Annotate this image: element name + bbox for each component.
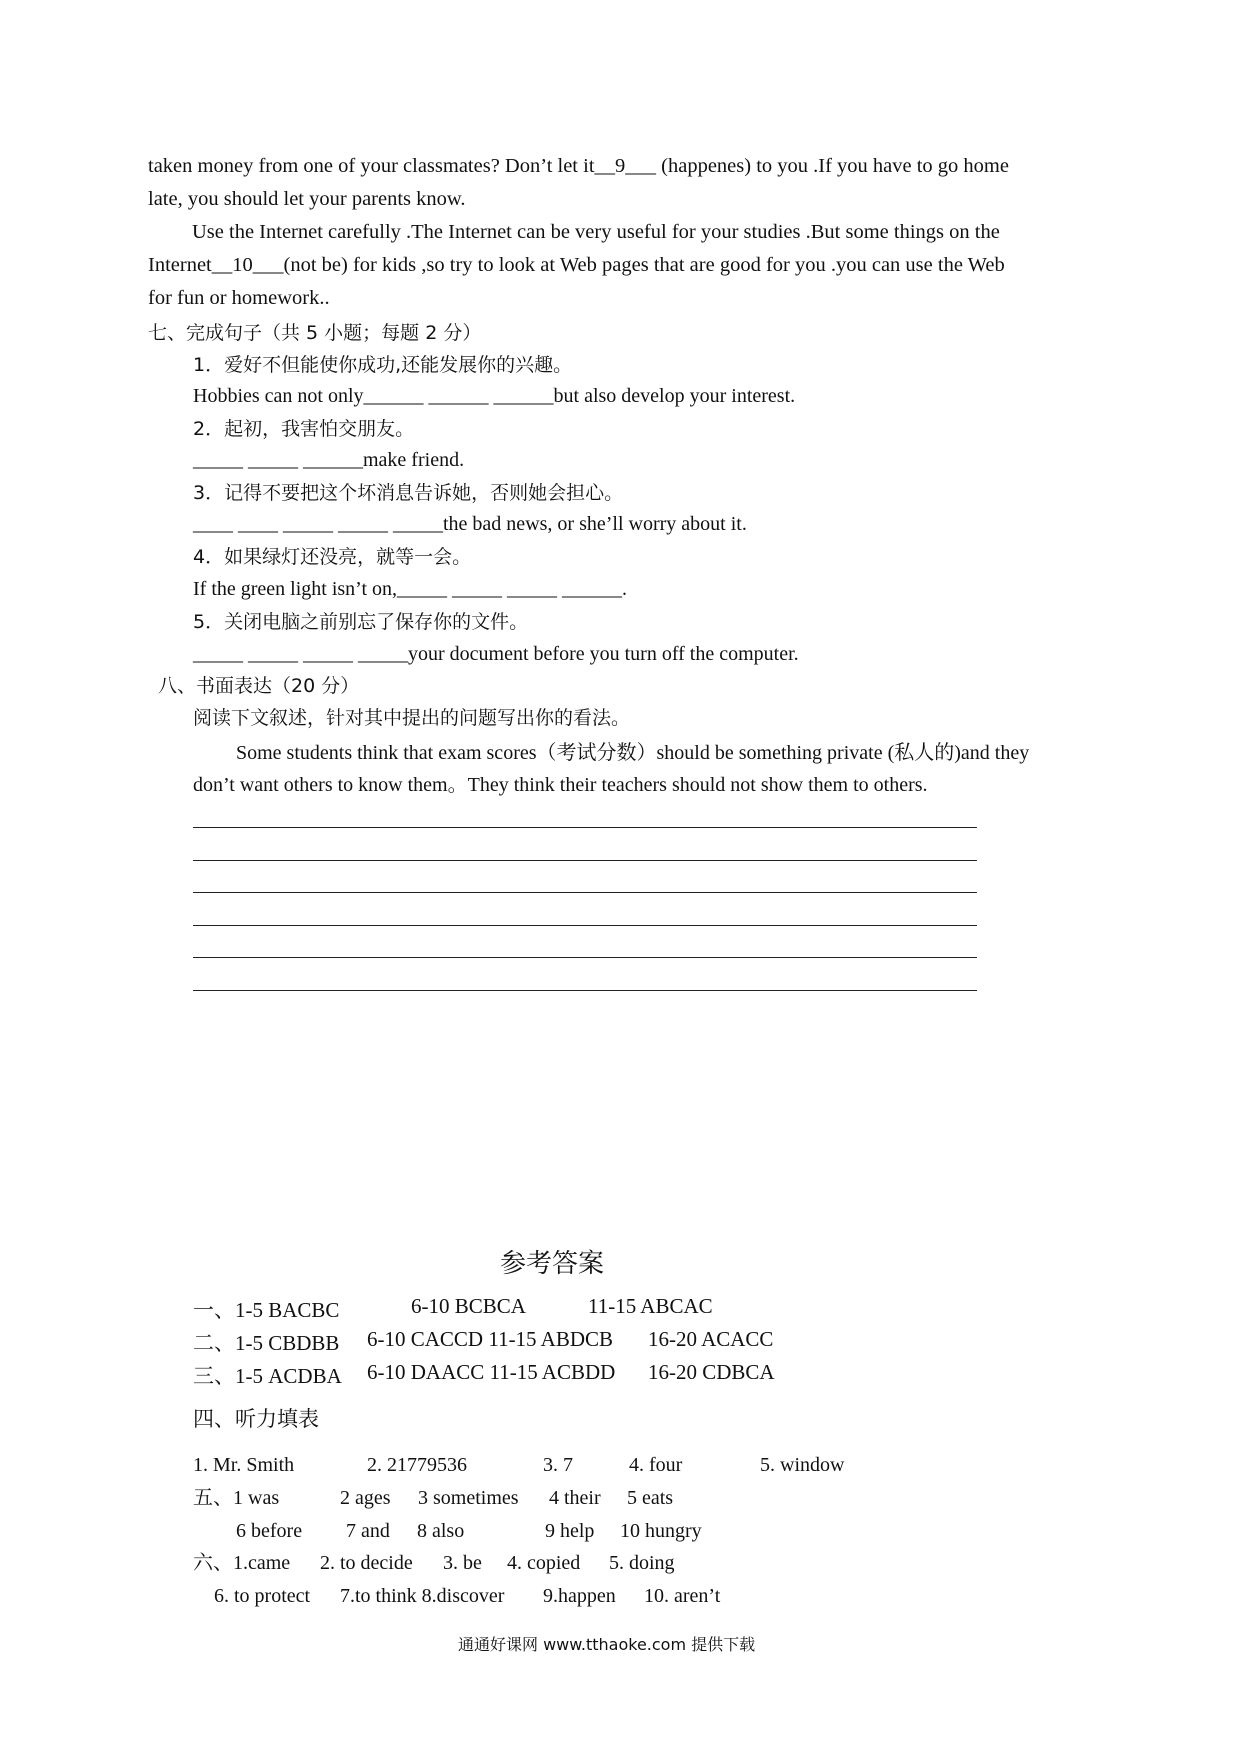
answer-row-2-part-1: 二、1-5 CBDBB xyxy=(193,1331,340,1355)
writing-line xyxy=(193,957,977,958)
passage-line: late, you should let your parents know. xyxy=(148,188,466,210)
passage-paragraph-2 xyxy=(148,216,1100,315)
answer-row-6-part-4: 9 help xyxy=(545,1520,595,1542)
writing-line xyxy=(193,892,977,893)
question-5-chinese: 5．关闭电脑之前别忘了保存你的文件。 xyxy=(193,611,529,633)
answer-row-5-part-2: 2 ages xyxy=(340,1487,391,1509)
answer-row-8-part-2: 7.to think 8.discover xyxy=(340,1585,505,1607)
answer-row-4-part-4: 4. four xyxy=(629,1454,683,1476)
section-8-title: 八、书面表达（20 分） xyxy=(158,675,360,697)
question-1-english: Hobbies can not only______ ______ ______but also develop your interest. xyxy=(193,385,796,407)
answer-row-7-part-4: 4. copied xyxy=(507,1552,581,1574)
answer-key-title: 参考答案 xyxy=(500,1249,605,1279)
answer-row-6-part-1: 6 before xyxy=(236,1520,303,1542)
answer-row-8-part-4: 10. aren’t xyxy=(644,1585,721,1607)
answer-row-6-part-5: 10 hungry xyxy=(620,1520,702,1542)
answer-section-4-title: 四、听力填表 xyxy=(193,1407,319,1431)
passage-line: Internet__10___(not be) for kids ,so try to look at Web pages that are good for you .you can use the Web xyxy=(148,254,1005,276)
answer-row-7-part-1: 六、1.came xyxy=(193,1552,291,1574)
answer-row-7-part-2: 2. to decide xyxy=(320,1552,413,1574)
section-8-text-line: Some students think that exam scores（考试分数）should be something private (私人的)and they xyxy=(236,742,1030,764)
passage-line: taken money from one of your classmates? Don’t let it__9___ (happenes) to you .If you have to go home xyxy=(148,155,1009,177)
section-8-text-line: don’t want others to know them。They think their teachers should not show them to others. xyxy=(193,774,928,796)
question-2-chinese: 2．起初，我害怕交朋友。 xyxy=(193,418,415,440)
answer-row-1-part-2: 6-10 BCBCA xyxy=(411,1294,526,1318)
answer-row-2-part-3: 16-20 ACACC xyxy=(648,1327,774,1351)
answer-row-5-part-5: 5 eats xyxy=(627,1487,674,1509)
question-3-chinese: 3．记得不要把这个坏消息告诉她，否则她会担心。 xyxy=(193,482,624,504)
writing-line xyxy=(193,990,977,991)
answer-row-3-part-3: 16-20 CDBCA xyxy=(648,1360,775,1384)
answer-row-2-part-2: 6-10 CACCD 11-15 ABDCB xyxy=(367,1327,614,1351)
writing-line xyxy=(193,925,977,926)
question-4-chinese: 4．如果绿灯还没亮，就等一会。 xyxy=(193,546,472,568)
passage-line: for fun or homework.. xyxy=(148,287,330,309)
page-footer: 通通好课网 www.tthaoke.com 提供下载 xyxy=(458,1635,756,1654)
section-8-instruction: 阅读下文叙述，针对其中提出的问题写出你的看法。 xyxy=(193,707,631,729)
answer-row-5-part-3: 3 sometimes xyxy=(418,1487,519,1509)
answer-row-6-part-3: 8 also xyxy=(417,1520,465,1542)
question-2-english: _____ _____ ______make friend. xyxy=(193,449,465,471)
passage-line: Use the Internet carefully .The Internet can be very useful for your studies .But some things on the xyxy=(192,221,1000,243)
answer-row-8-part-1: 6. to protect xyxy=(214,1585,311,1607)
answer-row-8-part-3: 9.happen xyxy=(543,1585,616,1607)
answer-row-1-part-3: 11-15 ABCAC xyxy=(588,1294,713,1318)
answer-row-7-part-5: 5. doing xyxy=(609,1552,675,1574)
writing-line xyxy=(193,827,977,828)
question-5-english: _____ _____ _____ _____your document before you turn off the computer. xyxy=(193,643,799,665)
question-4-english: If the green light isn’t on,_____ _____ _____ ______. xyxy=(193,578,628,600)
answer-row-4-part-3: 3. 7 xyxy=(543,1454,573,1476)
writing-line xyxy=(193,860,977,861)
answer-row-4-part-1: 1. Mr. Smith xyxy=(193,1454,295,1476)
passage-paragraph-1 xyxy=(148,150,1100,216)
answer-row-5-part-1: 五、1 was xyxy=(193,1487,280,1509)
answer-row-7-part-3: 3. be xyxy=(443,1552,482,1574)
answer-row-4-part-5: 5. window xyxy=(760,1454,845,1476)
section-7-title: 七、完成句子（共 5 小题；每题 2 分） xyxy=(148,322,482,344)
answer-row-6-part-2: 7 and xyxy=(346,1520,390,1542)
answer-row-5-part-4: 4 their xyxy=(549,1487,601,1509)
answer-row-3-part-1: 三、1-5 ACDBA xyxy=(193,1364,342,1388)
answer-row-1-part-1: 一、1-5 BACBC xyxy=(193,1298,340,1322)
answer-row-3-part-2: 6-10 DAACC 11-15 ACBDD xyxy=(367,1360,616,1384)
answer-row-4-part-2: 2. 21779536 xyxy=(367,1454,467,1476)
question-1-chinese: 1．爱好不但能使你成功,还能发展你的兴趣。 xyxy=(193,354,573,376)
question-3-english: ____ ____ _____ _____ _____the bad news, or she’ll worry about it. xyxy=(193,513,747,535)
